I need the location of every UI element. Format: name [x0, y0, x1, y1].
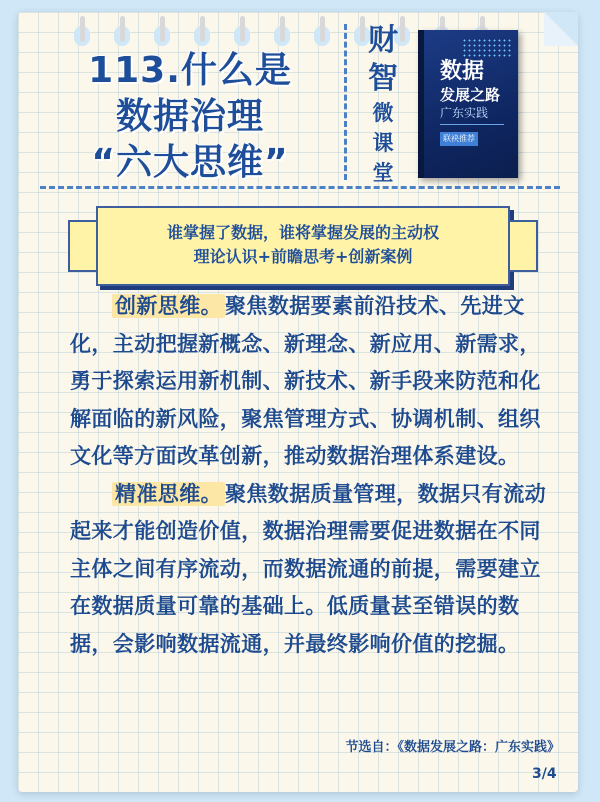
book-cover-image: [418, 30, 518, 178]
binder-ring: [80, 16, 85, 42]
binder-ring: [280, 16, 285, 42]
column-title: [363, 22, 403, 188]
title-line-1: 113.什么是: [88, 50, 292, 91]
term-highlight: 精准思维。: [112, 482, 225, 506]
column-char: 堂: [372, 161, 394, 185]
paragraph-innovation: [70, 288, 560, 476]
binder-ring: [160, 16, 165, 42]
binder-ring: [120, 16, 125, 42]
column-char: 课: [372, 131, 394, 155]
title-line-3: “六大思维”: [91, 142, 289, 183]
paragraph-text: 聚焦数据质量管理，数据只有流动起来才能创造价值，数据治理需要促进数据在不同主体之间有序流动，而数据流通的前提，需要建立在数据质量可靠的基础上。低质量甚至错误的数据，会影响数据流通，并最终影响价值的挖掘。: [70, 481, 546, 656]
binder-ring: [200, 16, 205, 42]
book-title: 数据: [440, 59, 485, 84]
vertical-divider: [344, 24, 347, 180]
binder-ring: [240, 16, 245, 42]
title-line-2: 数据治理: [115, 96, 264, 137]
page-title: [60, 48, 320, 186]
horizontal-divider: [40, 186, 560, 189]
book-subtitle: 广东实践: [440, 106, 489, 120]
paragraph-precision: [70, 476, 560, 664]
source-citation: 节选自：《数据发展之路：广东实践》: [345, 740, 560, 755]
banner-left-tab: [68, 220, 96, 272]
book-rule: [440, 124, 504, 125]
slogan-banner: [96, 206, 510, 286]
book-tag: 联袂推荐: [440, 132, 478, 146]
book-title-2: 发展之路: [440, 86, 501, 104]
book-pattern: [462, 38, 512, 58]
article-body: [70, 288, 560, 663]
column-char: 智: [368, 61, 398, 96]
term-highlight: 创新思维。: [112, 294, 225, 318]
banner-right-tab: [510, 220, 538, 272]
banner-line-1: 谁掌握了数据，谁将掌握发展的主动权: [166, 223, 439, 242]
page-number: 3/4: [532, 766, 557, 782]
banner-text: [98, 221, 508, 269]
column-char: 财: [368, 23, 398, 58]
book-spine: [418, 30, 424, 178]
page-fold: [544, 12, 578, 46]
banner-line-2: 理论认识+前瞻思考+创新案例: [193, 247, 413, 266]
column-char: 微: [372, 101, 394, 125]
binder-ring: [320, 16, 325, 42]
paragraph-text: 聚焦数据要素前沿技术、先进文化，主动把握新概念、新理念、新应用、新需求，勇于探索运用新机制、新技术、新手段来防范和化解面临的新风险，聚焦管理方式、协调机制、组织文化等方面改革创新，推动数据治理体系建设。: [70, 294, 541, 468]
